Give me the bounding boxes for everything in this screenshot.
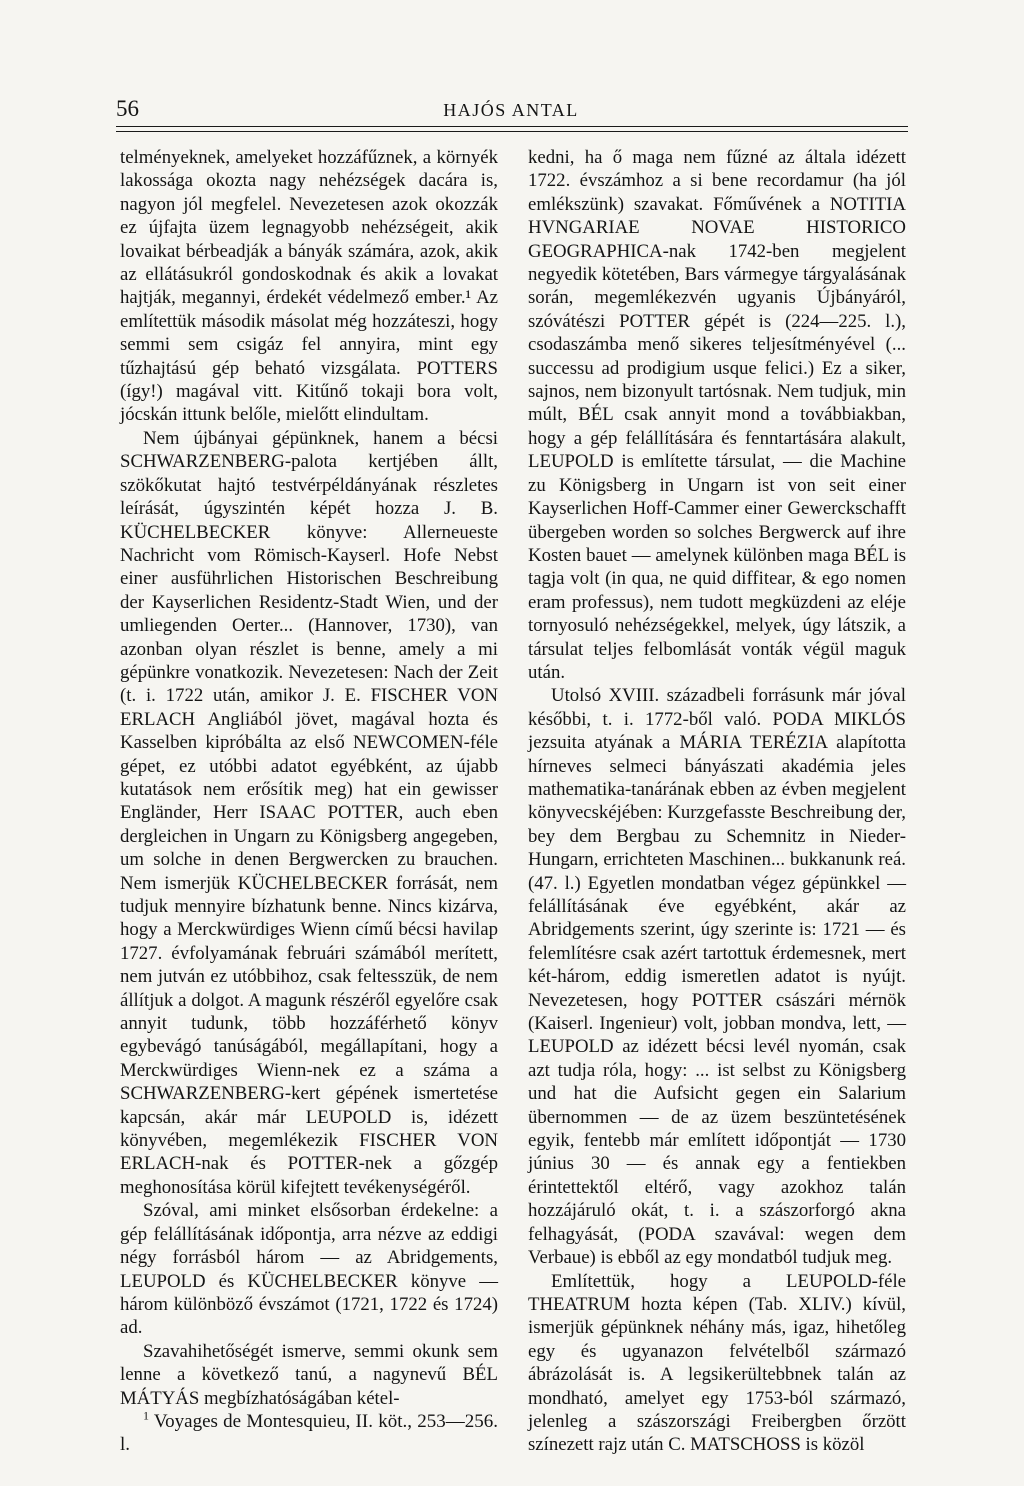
paragraph: telményeknek, amelyeket hozzáfűznek, a környék lakossága okozta nagy nehézségek dacára is, nagyon jól megfelel. Nevezetesen azok okozzák ez újfajta üzem legnagyobb nehézségeit, akik lovaikat bérbeadják a bányák számára, azok, akik az ellátásukról gondoskodnak és akik a lovakat hajtják, megannyi, érdekét védelmező ember.¹ Az említettük második másolat még hozzáteszi, hogy semmi sem csigáz fel annyira, mint egy tűzhajtású gép beható vizsgálata. POTTERS (így!) magával vitt. Kitűnő tokaji bora volt, jócskán ittunk belőle, mielőtt elindultam. [120,147,498,426]
page-header [116,96,906,136]
footnote [120,1410,498,1456]
paragraph: Szóval, ami minket elsősorban érdekelne: a gép felállításának időpontja, arra nézve az eddigi négy forrásból három — az Abridgements, LEUPOLD és KÜCHELBECKER könyve — három különböző évszámot (1721, 1722 és 1724) ad. [120,1200,498,1339]
header-rule-bottom [116,131,908,132]
running-head: HAJÓS ANTAL [443,100,579,120]
paragraph: kedni, ha ő maga nem fűzné az általa idézett 1722. évszámhoz a si bene recordamur (ha jól emlékszünk) szavakat. Főművének a NOTITIA HVNGARIAE NOVAE HISTORICO GEOGRAPHICA-nak 1742-ben megjelent negyedik kötetében, Bars vármegye tárgyalásának során, megemlékezvén ugyanis Újbányáról, szóvátészi POTTER gépét is (224—225. l.), csodaszámba menő sikeres teljesítményével (... successu ad prodigium usque felici.) Ez a siker, sajnos, nem bizonyult tartósnak. Nem tudjuk, min múlt, BÉL csak annyit mond a továbbiakban, hogy a gép felállítására és fenntartására alakult, LEUPOLD is említette társulat, — die Machine zu Königsberg in Ungarn ist von seit einer Kayserlichen Hoff-Cammer einer Gewerckschafft übergeben worden so solches Bergwerck auf ihre Kosten bauet — amelynek különben maga BÉL is tagja volt (in qua, ne quid diffitear, & ego nomen eram professus), nem tudott megküzdeni az eléje tornyosuló nehézségekkel, melyek, úgy látszik, a társulat teljes felbomlását vonták végül maguk után. [528,147,906,683]
right-column [528,146,906,1457]
footnote-text: Voyages de Montesquieu, II. köt., 253—256. l. [120,1410,498,1455]
footnote-mark: 1 [143,1408,149,1423]
paragraph: Említettük, hogy a LEUPOLD-féle THEATRUM hozta képen (Tab. XLIV.) kívül, ismerjük gépünknek néhány más, igaz, hihetőleg egy és ugyanazon felvételből származó ábrázolását is. A legsikerültebbnek talán az mondható, amelyet egy 1753-ból származó, jelenleg a szászországi Freibergben őrzött színezett rajz után C. MATSCHOSS is közöl [528,1270,906,1456]
left-column [120,146,498,1456]
page-number: 56 [116,96,139,121]
paragraph: Szavahihetőségét ismerve, semmi okunk sem lenne a következő tanú, a nagynevű BÉL MÁTYÁS megbízhatóságában kétel- [120,1340,498,1409]
paragraph: Nem újbányai gépünknek, hanem a bécsi SCHWARZENBERG-palota kertjében állt, szökőkutat hajtó testvérpéldányának részletes leírását, úgyszintén képét hozza J. B. KÜCHELBECKER könyve: Allerneueste Nachricht vom Römisch-Kayserl. Hofe Nebst einer ausführlichen Historischen Beschreibung der Kayserlichen Residentz-Stadt Wien, und der umliegenden Oerter... (Hannover, 1730), van azonban olyan részlet is benne, amely a mi gépünkre vonatkozik. Nevezetesen: Nach der Zeit (t. i. 1722 után, amikor J. E. FISCHER VON ERLACH Angliából jövet, magával hozta és Kasselben kipróbálta az első NEWCOMEN-féle gépet, ez utóbbi adatot egyébként, az újabb kutatások nem erősítik meg) hat ein gewisser Engländer, Herr ISAAC POTTER, auch eben dergleichen in Ungarn zu Königsberg angegeben, um solche in denen Bergwercken zu brauchen. Nem ismerjük KÜCHELBECKER forrását, nem tudjuk mennyire bízhatunk benne. Nincs kizárva, hogy a Merckwürdiges Wienn című bécsi havilap 1727. évfolyamának februári számából merített, nem jutván ez utóbbihoz, csak feltesszük, de nem állítjuk a dolgot. A magunk részéről egyelőre csak annyit tudunk, több hozzáférhető könyv egybevágó tanúságából, megállapítani, hogy a Merckwürdiges Wienn-nek ez a száma a SCHWARZENBERG-kert gépének ismertetése kapcsán, akár már LEUPOLD is, idézett könyvében, megemlékezik FISCHER VON ERLACH-nak és POTTER-nek a gőzgép meghonosítása körül kifejtett tevékenységéről. [120,427,498,1198]
paragraph: Utolsó XVIII. századbeli forrásunk már jóval későbbi, t. i. 1772-ből való. PODA MIKLÓS jezsuita atyának a MÁRIA TERÉZIA alapította hírneves selmeci bányászati akadémia jeles mathematika-tanárának ebben az évben megjelent könyvecskéjében: Kurzgefasste Beschreibung der, bey dem Bergbau zu Schemnitz in Nieder-Hungarn, errichteten Maschinen... bukkanunk reá. (47. l.) Egyetlen mondatban végez gépünkkel — felállításának éve egyébként, akár az Abridgements szerint, úgy szerinte is: 1721 — és felemlítésre csak azért tartottuk érdemesnek, mert két-három, eddig ismeretlen adatot is nyújt. Nevezetesen, hogy POTTER császári mérnök (Kaiserl. Ingenieur) volt, jobban mondva, lett, — LEUPOLD az idézett bécsi levél nyomán, csak azt tudja róla, hogy: ... ist selbst zu Königsberg und hat die Aufsicht gegen ein Salarium übernommen — de az üzem beszüntetésének egyik, fentebb már említett időpontját — 1730 június 30 — és annak egy a fentiekben érintettektől eltérő, vagy azokhoz talán hozzájáruló okát, t. i. a szászorforgó akna felhagyását, (PODA szavával: wegen dem Verbaue) is ebből az egy mondatból tudjuk meg. [528,685,906,1269]
header-rule-top [116,126,908,127]
